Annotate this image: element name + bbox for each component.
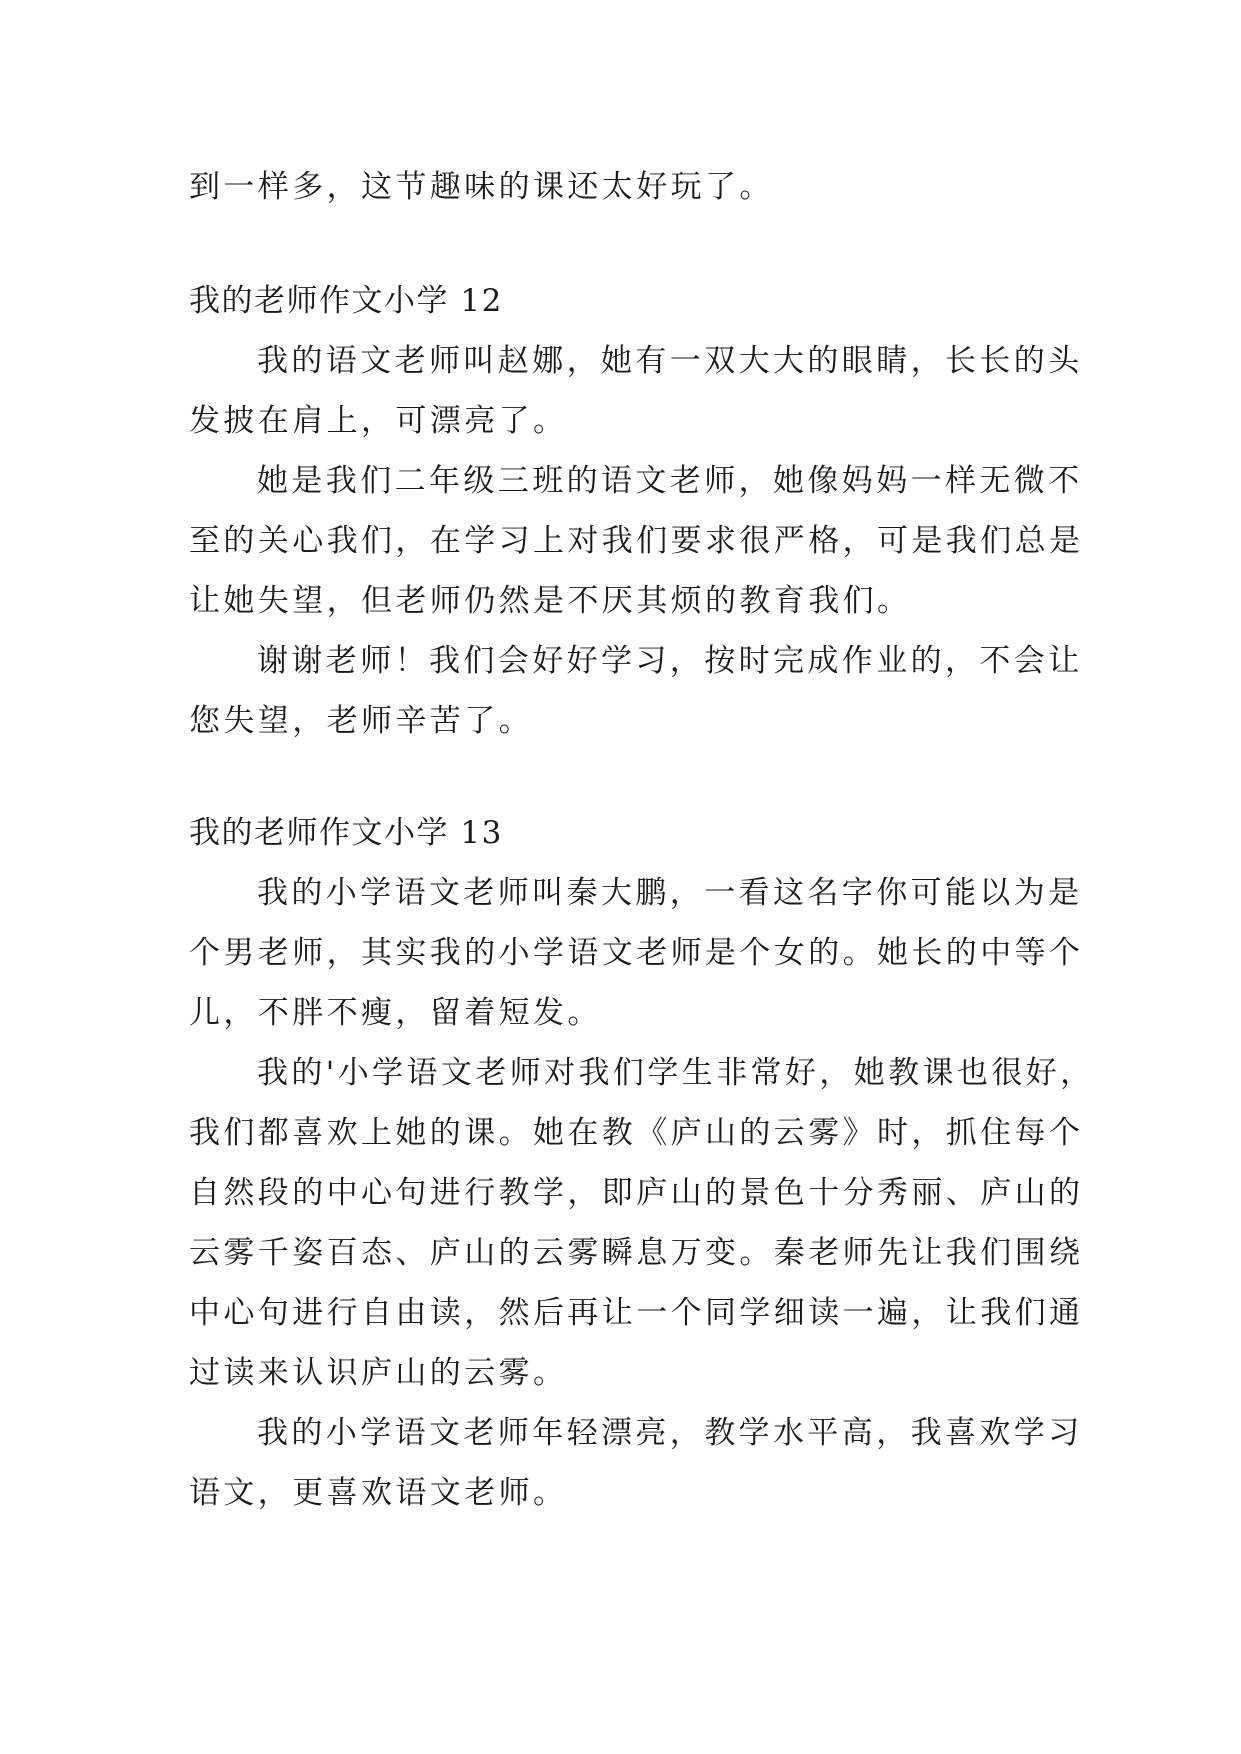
paragraph [189,863,1084,1043]
text-line: 我们都喜欢上她的课。她在教《庐山的云雾》时，抓住每个 [189,1115,1084,1151]
text-line: 她是我们二年级三班的语文老师，她像妈妈一样无微不 [257,463,1083,499]
text-line: 过读来认识庐山的云雾。 [189,1355,568,1391]
text-line: 我的'小学语文老师对我们学生非常好，她教课也很好， [257,1055,1095,1091]
paragraph [189,1043,1095,1403]
text-line: 谢谢老师！我们会好好学习，按时完成作业的，不会让 [257,643,1083,679]
text-line: 儿，不胖不瘦，留着短发。 [189,995,602,1031]
section-title: 我的老师作文小学 13 [189,815,503,851]
continuation-text [189,157,1059,217]
text-line: 自然段的中心句进行教学，即庐山的景色十分秀丽、庐山的 [189,1175,1084,1211]
text-line: 我的小学语文老师叫秦大鹏，一看这名字你可能以为是 [257,875,1083,911]
text-line: 个男老师，其实我的小学语文老师是个女的。她长的中等个 [189,935,1084,971]
text-line: 中心句进行自由读，然后再让一个同学细读一遍，让我们通 [189,1295,1084,1331]
text-line: 到一样多，这节趣味的课还太好玩了。 [189,169,774,205]
text-line: 我的语文老师叫赵娜，她有一双大大的眼睛，长长的头 [257,343,1083,379]
text-line: 至的关心我们，在学习上对我们要求很严格，可是我们总是 [189,523,1084,559]
text-line: 我的小学语文老师年轻漂亮，教学水平高，我喜欢学习 [257,1415,1083,1451]
text-line: 您失望，老师辛苦了。 [189,703,533,739]
paragraph [189,331,1083,451]
text-line: 语文，更喜欢语文老师。 [189,1475,568,1511]
essay-section-12 [189,271,1084,751]
section-title: 我的老师作文小学 12 [189,283,503,319]
text-line: 让她失望，但老师仍然是不厌其烦的教育我们。 [189,583,912,619]
text-line: 云雾千姿百态、庐山的云雾瞬息万变。秦老师先让我们围绕 [189,1235,1084,1271]
paragraph [189,631,1083,751]
paragraph [189,451,1084,631]
paragraph [189,1403,1083,1523]
essay-section-13 [189,803,1095,1523]
text-line: 发披在肩上，可漂亮了。 [189,403,568,439]
